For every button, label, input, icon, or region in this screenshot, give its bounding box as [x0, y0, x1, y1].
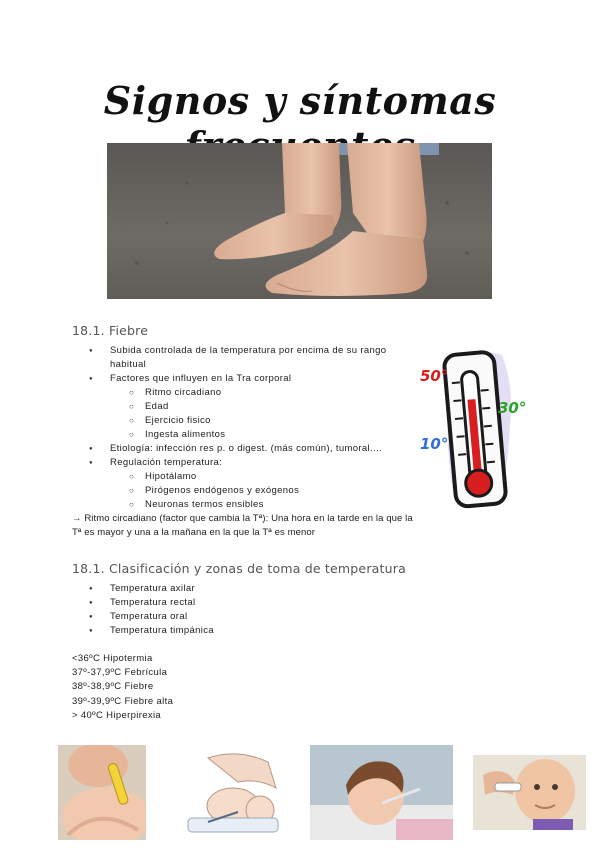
- sub-list-item: ○ Ingesta alimentos: [110, 428, 407, 442]
- axillary-temperature-photo: [58, 745, 146, 840]
- tympanic-temperature-photo: [473, 755, 586, 830]
- sub-list-item: ○ Hipotálamo: [110, 470, 407, 484]
- oral-temperature-photo: [310, 745, 453, 840]
- range-line: 38º-38,9ºC Fiebre: [72, 681, 154, 693]
- section-heading-clasificacion: 18.1. Clasificación y zonas de toma de temperatura: [72, 561, 406, 576]
- hero-feet-photo: [107, 143, 492, 299]
- list-item: ● Factores que influyen en la Tra corporal ○ Ritmo circadiano ○ Edad ○ Ejercicio fisico ○ Ingesta alimentos: [72, 372, 407, 442]
- list-item: ● Temperatura axilar: [72, 582, 407, 596]
- sub-list-item: ○ Neuronas termos ensibles: [110, 498, 407, 512]
- sub-list: [110, 386, 407, 442]
- thermo-label-50: 50°: [420, 367, 449, 385]
- list-item: ● Temperatura timpánica: [72, 624, 407, 638]
- circadian-note: → Ritmo circadiano (factor que cambia la Tª): Una hora en la tarde en la que la Tª es mayor y una a la mañana en la que la Tª es menor: [72, 513, 413, 538]
- list-item: ● Temperatura rectal: [72, 596, 407, 610]
- fiebre-list: [72, 344, 407, 512]
- sub-list-item: ○ Edad: [110, 400, 407, 414]
- zonas-list: [72, 582, 407, 638]
- rectal-temperature-illustration: [168, 748, 298, 840]
- sub-list-item: ○ Ritmo circadiano: [110, 386, 407, 400]
- list-item: ● Subida controlada de la temperatura por encima de su rango habitual: [72, 344, 407, 372]
- range-line: 37º-37,9ºC Febrícula: [72, 667, 168, 679]
- list-item: ● Etiología: infección res p. o digest. (más común), tumoral....: [72, 442, 407, 456]
- thermometer-illustration: [418, 345, 530, 513]
- list-item: ● Regulación temperatura: ○ Hipotálamo ○ Pirógenos endógenos y exógenos ○ Neuronas termos ensibles: [72, 456, 407, 512]
- thermo-label-30: 30°: [498, 399, 527, 417]
- range-line: 39º-39,9ºC Fiebre alta: [72, 695, 174, 707]
- range-line: > 40ºC Hiperpirexia: [72, 709, 162, 721]
- temperature-ranges: [72, 652, 173, 723]
- sub-list-item: ○ Pirógenos endógenos y exógenos: [110, 484, 407, 498]
- section-heading-fiebre: 18.1. Fiebre: [72, 323, 149, 338]
- page-title: Signos y síntomas: [103, 78, 497, 123]
- sub-list-item: ○ Ejercicio fisico: [110, 414, 407, 428]
- list-item: ● Temperatura oral: [72, 610, 407, 624]
- range-line: <36ºC Hipotermia: [72, 653, 153, 664]
- sub-list: [110, 470, 407, 512]
- thermo-label-10: 10°: [420, 435, 449, 453]
